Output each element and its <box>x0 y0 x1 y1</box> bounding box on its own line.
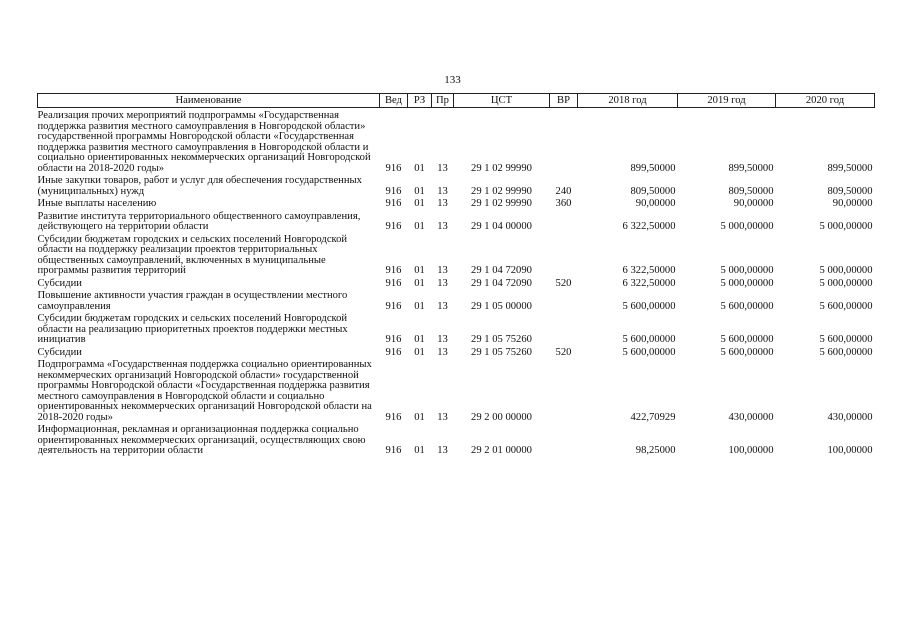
cell-cst: 29 1 05 00000 <box>471 300 532 312</box>
header-cst: ЦСТ <box>454 94 550 108</box>
cell-pr: 13 <box>437 221 448 232</box>
table-row <box>38 175 875 198</box>
cell-cst: 29 1 04 00000 <box>471 221 532 232</box>
cell-pr: 13 <box>437 198 448 209</box>
cell-cst: 29 1 05 75260 <box>471 346 532 358</box>
cell-2019: 5 000,00000 <box>720 221 774 232</box>
table-row <box>38 359 875 424</box>
cell-vr: 240 <box>555 185 572 197</box>
cell-ved: 916 <box>385 346 402 358</box>
cell-ved: 916 <box>385 277 402 289</box>
cell-2020: 899,50000 <box>827 162 873 174</box>
cell-2018: 422,70929 <box>630 411 676 423</box>
header-2020: 2020 год <box>776 94 875 108</box>
page-number: 133 <box>444 74 461 86</box>
cell-2018: 6 322,50000 <box>622 277 676 289</box>
cell-pr: 13 <box>437 445 448 456</box>
cell-2020: 5 600,00000 <box>819 334 873 345</box>
cell-2018: 90,00000 <box>635 198 676 209</box>
cell-2018: 6 322,50000 <box>622 265 676 276</box>
table-row <box>38 347 875 360</box>
cell-vr <box>550 313 578 347</box>
cell-ved: 916 <box>385 334 402 345</box>
cell-name: Реализация прочих мероприятий подпрограммы «Государственная поддержка развития местного самоуправления в Новгородской области» государственной программы Новгородской области «Государственная поддержка развития местного самоуправления в Новгородской области и социально ориентированных некоммерческих организаций Новгородской области на 2018-2020 годы» <box>37 110 371 174</box>
header-pr: Пр <box>432 94 454 108</box>
table-row <box>38 290 875 313</box>
cell-pr: 13 <box>437 411 448 423</box>
cell-ved: 916 <box>385 445 402 456</box>
cell-rz: 01 <box>414 221 425 232</box>
cell-name: Субсидии бюджетам городских и сельских поселений Новгородской области на поддержку реализации проектов территориальных общественных самоуправлений, включенных в муниципальные программы развития территорий <box>37 233 348 276</box>
cell-2020: 5 600,00000 <box>819 346 873 358</box>
cell-rz: 01 <box>414 185 425 197</box>
table-row <box>38 234 875 278</box>
cell-vr: 520 <box>555 277 572 289</box>
cell-2019: 5 600,00000 <box>720 300 774 312</box>
table-row <box>38 198 875 211</box>
header-rz: РЗ <box>408 94 432 108</box>
cell-2018: 899,50000 <box>630 162 676 174</box>
cell-cst: 29 1 04 72090 <box>471 265 532 276</box>
cell-cst: 29 1 02 99990 <box>471 185 532 197</box>
header-ved: Вед <box>380 94 408 108</box>
cell-pr: 13 <box>437 265 448 276</box>
budget-table <box>37 93 875 458</box>
cell-2018: 98,25000 <box>635 445 676 456</box>
cell-2019: 5 000,00000 <box>720 277 774 289</box>
cell-cst: 29 1 05 75260 <box>471 334 532 345</box>
cell-pr: 13 <box>437 334 448 345</box>
cell-2020: 5 000,00000 <box>819 221 873 232</box>
cell-2018: 5 600,00000 <box>622 334 676 345</box>
cell-name: Субсидии <box>37 346 82 358</box>
table-row <box>38 278 875 291</box>
cell-ved: 916 <box>385 221 402 232</box>
cell-rz: 01 <box>414 198 425 209</box>
cell-cst: 29 1 02 99990 <box>471 198 532 209</box>
cell-cst: 29 2 01 00000 <box>471 445 532 456</box>
cell-rz: 01 <box>414 334 425 345</box>
cell-name: Иные закупки товаров, работ и услуг для обеспечения государственных (муниципальных) нужд <box>37 175 362 197</box>
cell-name: Иные выплаты населению <box>37 198 157 209</box>
cell-rz: 01 <box>414 265 425 276</box>
cell-vr <box>550 424 578 458</box>
cell-2020: 5 000,00000 <box>819 265 873 276</box>
cell-2020: 5 600,00000 <box>819 300 873 312</box>
cell-2020: 5 000,00000 <box>819 277 873 289</box>
cell-ved: 916 <box>385 300 402 312</box>
cell-2018: 6 322,50000 <box>622 221 676 232</box>
cell-vr <box>550 108 578 176</box>
cell-2020: 809,50000 <box>827 185 873 197</box>
cell-pr: 13 <box>437 300 448 312</box>
cell-name: Повышение активности участия граждан в осуществлении местного самоуправления <box>37 290 348 312</box>
cell-rz: 01 <box>414 445 425 456</box>
table-row <box>38 108 875 176</box>
cell-ved: 916 <box>385 198 402 209</box>
header-2019: 2019 год <box>678 94 776 108</box>
cell-2019: 5 600,00000 <box>720 346 774 358</box>
cell-rz: 01 <box>414 277 425 289</box>
cell-vr: 520 <box>555 346 572 358</box>
cell-2020: 430,00000 <box>827 411 873 423</box>
cell-2020: 90,00000 <box>832 198 873 209</box>
cell-2019: 430,00000 <box>728 411 774 423</box>
cell-name: Развитие института территориального общественного самоуправления, действующего на территории области <box>37 210 361 232</box>
cell-pr: 13 <box>437 185 448 197</box>
cell-2019: 809,50000 <box>728 185 774 197</box>
cell-2018: 5 600,00000 <box>622 346 676 358</box>
cell-name: Субсидии бюджетам городских и сельских поселений Новгородской области на реализацию приоритетных проектов поддержки местных инициатив <box>37 313 348 345</box>
table-row <box>38 211 875 234</box>
cell-vr <box>550 234 578 278</box>
header-vr: ВР <box>550 94 578 108</box>
cell-name: Субсидии <box>37 277 82 289</box>
cell-2019: 5 000,00000 <box>720 265 774 276</box>
cell-pr: 13 <box>437 346 448 358</box>
cell-pr: 13 <box>437 277 448 289</box>
cell-2019: 90,00000 <box>733 198 774 209</box>
cell-cst: 29 1 04 72090 <box>471 277 532 289</box>
cell-2019: 5 600,00000 <box>720 334 774 345</box>
cell-cst: 29 2 00 00000 <box>471 411 532 423</box>
cell-vr <box>550 290 578 313</box>
cell-name: Информационная, рекламная и организационная поддержка социально ориентированных некоммерческих организаций, осуществляющих свою деятельность на территории области <box>37 424 366 456</box>
table-row <box>38 424 875 458</box>
cell-name: Подпрограмма «Государственная поддержка социально ориентированных некоммерческих организаций Новгородской области» государственной программы Новгородской области «Государственная поддержка развития местного самоуправления в Новгородской области и социально ориентированных некоммерческих организаций Новгородской области на 2018-2020 годы» <box>37 359 372 423</box>
cell-2019: 100,00000 <box>728 445 774 456</box>
cell-vr: 360 <box>555 198 572 209</box>
cell-ved: 916 <box>385 265 402 276</box>
cell-rz: 01 <box>414 411 425 423</box>
cell-ved: 916 <box>385 185 402 197</box>
cell-vr <box>550 211 578 234</box>
cell-rz: 01 <box>414 346 425 358</box>
cell-2018: 809,50000 <box>630 185 676 197</box>
cell-vr <box>550 359 578 424</box>
cell-ved: 916 <box>385 162 402 174</box>
cell-rz: 01 <box>414 162 425 174</box>
cell-2018: 5 600,00000 <box>622 300 676 312</box>
cell-2020: 100,00000 <box>827 445 873 456</box>
cell-2019: 899,50000 <box>728 162 774 174</box>
table-header-row <box>38 94 875 108</box>
header-name: Наименование <box>38 94 380 108</box>
table-row <box>38 313 875 347</box>
header-2018: 2018 год <box>578 94 678 108</box>
cell-rz: 01 <box>414 300 425 312</box>
cell-cst: 29 1 02 99990 <box>471 162 532 174</box>
cell-ved: 916 <box>385 411 402 423</box>
cell-pr: 13 <box>437 162 448 174</box>
